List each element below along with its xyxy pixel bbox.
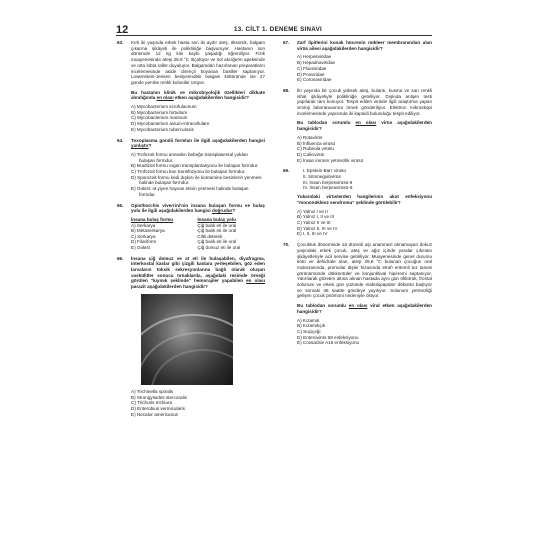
header-divider xyxy=(116,35,432,36)
table-row[interactable]: A) Serkarya Çiğ balık eti ile oral xyxy=(131,222,237,228)
question-67 xyxy=(283,40,432,83)
question-number: 65. xyxy=(117,202,124,208)
question-number: 66. xyxy=(117,255,124,261)
question-number: 68. xyxy=(283,87,290,93)
option-e[interactable]: E) İnsan immün yetmezlik virüsü xyxy=(297,157,364,163)
exam-title: 13. CİLT 1. DENEME SINAVI xyxy=(234,26,323,33)
option-b[interactable]: B) Bradizoit formu organ transplantasyonu ile bulaşan formdur. xyxy=(131,163,259,169)
option-e[interactable]: E) I, II, III ve IV xyxy=(297,231,328,237)
list-item: II. Sitomegalovirüs xyxy=(303,174,341,180)
list-item: III. İnsan herpesvirüsü-6 xyxy=(303,179,353,185)
option-d[interactable]: D) Enterobius vermicularis xyxy=(131,405,185,411)
question-stem: Toxoplasma gondii formları ile ilgili aşağıdakilerden hangisi yanlıştır? xyxy=(131,137,265,149)
page-number: 12 xyxy=(116,24,129,36)
question-70 xyxy=(283,242,432,346)
option-a[interactable]: A) Mycobacterium scrofulaceum xyxy=(131,104,197,110)
table-row[interactable]: E) Ookist Çiğ domuz eti ile oral xyxy=(131,245,241,251)
nail-hemorrhage-photo xyxy=(141,294,233,385)
option-d[interactable]: D) Sporozoit formu kedi dışkısı ile kontamine besinlerin yenmesi halinde bulaşan formdur. xyxy=(131,174,262,186)
list-item: IV. İnsan herpesvirüsü-8 xyxy=(303,185,353,191)
option-b[interactable]: B) Kızamıkçık xyxy=(297,323,326,329)
question-prompt: Bu tablodan sorumlu en olası virüs aşağıdakilerden hangisidir? xyxy=(297,120,432,132)
right-column xyxy=(283,40,432,351)
option-e[interactable]: E) Coronaviridae xyxy=(297,77,332,83)
question-68 xyxy=(283,88,432,163)
answer-options xyxy=(131,389,265,418)
option-e[interactable]: E) Coxsackie A16 enfeksiyonu xyxy=(297,340,360,346)
option-b[interactable]: B) Mycobacterium fortuitum xyxy=(131,109,188,115)
option-c[interactable]: C) Suçiçeği xyxy=(297,328,321,334)
question-66 xyxy=(117,256,265,418)
option-c[interactable]: C) Trofozoit formu kan transfüzyonu ile bulaşan formdur. xyxy=(131,169,246,175)
question-number: 64. xyxy=(117,137,124,143)
table-header: İnsana bulaş yolu xyxy=(197,216,236,222)
question-stem: Opisthorchis viverrini'nin insana bulaşan formu ve bulaş yolu ile ilgili aşağıdakilerden hangisi doğrudur? xyxy=(131,202,265,214)
option-c[interactable]: C) Rubeola virüsü xyxy=(297,146,334,152)
option-e[interactable]: E) Ookist; ot yiyen hayvan etinin yenmesi halinde bulaşan formdur. xyxy=(131,186,249,197)
option-c[interactable]: C) Yalnız II ve III xyxy=(297,219,331,225)
question-number: 69. xyxy=(283,168,290,174)
option-a[interactable]: A) Herpesviridae xyxy=(297,54,332,60)
question-prompt: Bu hastanın klinik ve mikrobiyolojik özellikleri dikkate alındığında en olası etken aşağıdakilerden hangisidir? xyxy=(131,89,265,101)
question-prompt: Bu tablodan sorumlu en olası viral etken aşağıdakilerden hangisidir? xyxy=(297,303,432,314)
option-c[interactable]: C) Trichuris trichiura xyxy=(131,400,173,406)
question-stem: Kırk iki yaşında erkek hasta son iki aydır ateş, öksürük, balgam çıkarma şikâyeti ile polikliniğe başvuruyor. Hastanın son dönemde 12 kg kilo kaybı yaşadığı öğreniliyor. Fizik muayenesinde ateşi 38,9 °C ölçülüyor ve sol akciğerin apeksinde ve orta lobta raller duyuluyor. Balgamdan hazırlanan preparatların incelemesinde aside dirençli boyanan basiller saptanıyor. Lowenstein-Jensen besiyerindeki balgam kültüründe ise 27 günde pembe renkli koloniler ürüyor. xyxy=(131,40,265,85)
option-a[interactable]: A) Yalnız I ve II xyxy=(297,208,328,214)
question-64 xyxy=(117,138,265,198)
answer-options xyxy=(297,318,432,347)
option-c[interactable]: C) Flaviviridae xyxy=(297,65,327,71)
option-d[interactable]: D) Enterovirüs 68 enfeksiyonu xyxy=(297,334,359,340)
answer-options xyxy=(297,135,432,164)
option-a[interactable]: A) Kızamık xyxy=(297,317,320,323)
answer-options xyxy=(297,209,432,238)
option-a[interactable]: A) Trichinella spiralis xyxy=(131,388,174,394)
table-header: İnsana bulaş formu xyxy=(131,216,174,222)
option-d[interactable]: D) Calicivirüs xyxy=(297,151,325,157)
question-65 xyxy=(117,203,265,251)
answer-options xyxy=(131,104,265,133)
table-row[interactable]: D) Filariform Çiğ balık eti ile oral xyxy=(131,239,237,245)
question-69 xyxy=(283,168,432,237)
option-b[interactable]: B) İnfluenza virüsü xyxy=(297,140,336,146)
option-b[interactable]: B) Hepadnaviridae xyxy=(297,60,336,66)
question-stem: Çocukluk döneminde ait düzenli aşı anamnezi alınamayan dokuz yaşındaki erkek çocuk, ateş ve ağız içinde yaralar çıkması şikâyetleriyle acil servise getiriliyor. Muayenesinde genel durumu kötü ve dehidrate olan, ateşi 39,8 °C bulunan çocuğun oral mukozasında, premolar dişler hizasında etrafı eritemli tuz tanesi görünümünde dökküntüler ve konjunktival hiperemi saptanıyor. Yatırılarak gözetim altına alınan hastada aynı gün ökkürük, frontal solunum ve ertesi gün yüzünde makülopapüler döküntü başlıyor ve sonraki 48 saatte gövdeye yayılıyor. Solunum yetmezliği gelişen çocuk pnömoni nedeniyle ölüyor. xyxy=(297,242,432,299)
question-number: 63. xyxy=(117,40,124,45)
table-row[interactable]: B) Metaserkarya Çiğ balık eti ile oral xyxy=(131,228,237,234)
option-e[interactable]: E) Necator americanus xyxy=(131,411,178,417)
question-63 xyxy=(117,40,265,133)
answer-table xyxy=(131,217,265,251)
option-b[interactable]: B) Yalnız I, II ve III xyxy=(297,214,335,220)
option-d[interactable]: D) Poxviridae xyxy=(297,71,325,77)
answer-options xyxy=(297,54,432,83)
list-item: I. Epstein-Barr virüsü xyxy=(303,168,346,174)
table-row[interactable]: C) Serkarya Ciltli delerek xyxy=(131,233,223,239)
option-a[interactable]: A) Rotavirüs xyxy=(297,134,323,140)
option-d[interactable]: D) Yalnız II, III ve IV xyxy=(297,225,338,231)
option-b[interactable]: B) Strongyloides stercoralis xyxy=(131,394,187,400)
option-a[interactable]: A) Trofozoit formu anneden bebeğe transplasental yoldan bulaşan formdur. xyxy=(131,151,248,163)
question-stem: İnsana çiğ domuz ve at eti ile bulaşabilen, diyafragma, interkostal kaslar gibi çizgili kaslara yerleşebilen, göz eden larvaların toksik sekresyonlarına bağlı olarak oluşan vaskülitler sonucu tırnaklarda, aşağıdaki resimde örneği görülen "kıymık şeklinde" hemorajiler yapabilen en olası parazit aşağıdakilerden hangisidir? xyxy=(131,255,265,290)
roman-list xyxy=(303,168,432,191)
option-c[interactable]: C) Mycobacterium marinum xyxy=(131,115,188,121)
question-number: 70. xyxy=(283,242,290,248)
answer-options xyxy=(131,152,265,198)
option-e[interactable]: E) Mycobacterium tuberculosis xyxy=(131,126,194,132)
question-prompt: Yukarıdaki virüslerden hangilerinin akut enfeksiyonu "mononükleoz sendromu" şeklinde görülebilir? xyxy=(297,194,432,205)
question-stem: Zarf lipitlerini konak hücrenin nükleer membranından alan virüs ailesi aşağıdakilerden hangisidir? xyxy=(297,40,432,51)
question-number: 67. xyxy=(283,40,290,45)
option-d[interactable]: D) Mycobacterium avium-intracellulare xyxy=(131,121,210,127)
left-column xyxy=(117,40,265,422)
question-stem: İki yaşında bir çocuk yüksek ateş, bulantı, kusma ve sarı renkli ishal şikâyetiyle polikliniğe getiriliyor. Dışkıda antijen testi yapılarak tanı konuyor. Tespit edilen virüsle ilgili araştırma yapan viroloji laboratuvarına örnek gönderiliyor. Elektron mikroskopi incelemesinde yapısında iki kapsidi bulunduğu tespit ediliyor. xyxy=(297,87,432,116)
